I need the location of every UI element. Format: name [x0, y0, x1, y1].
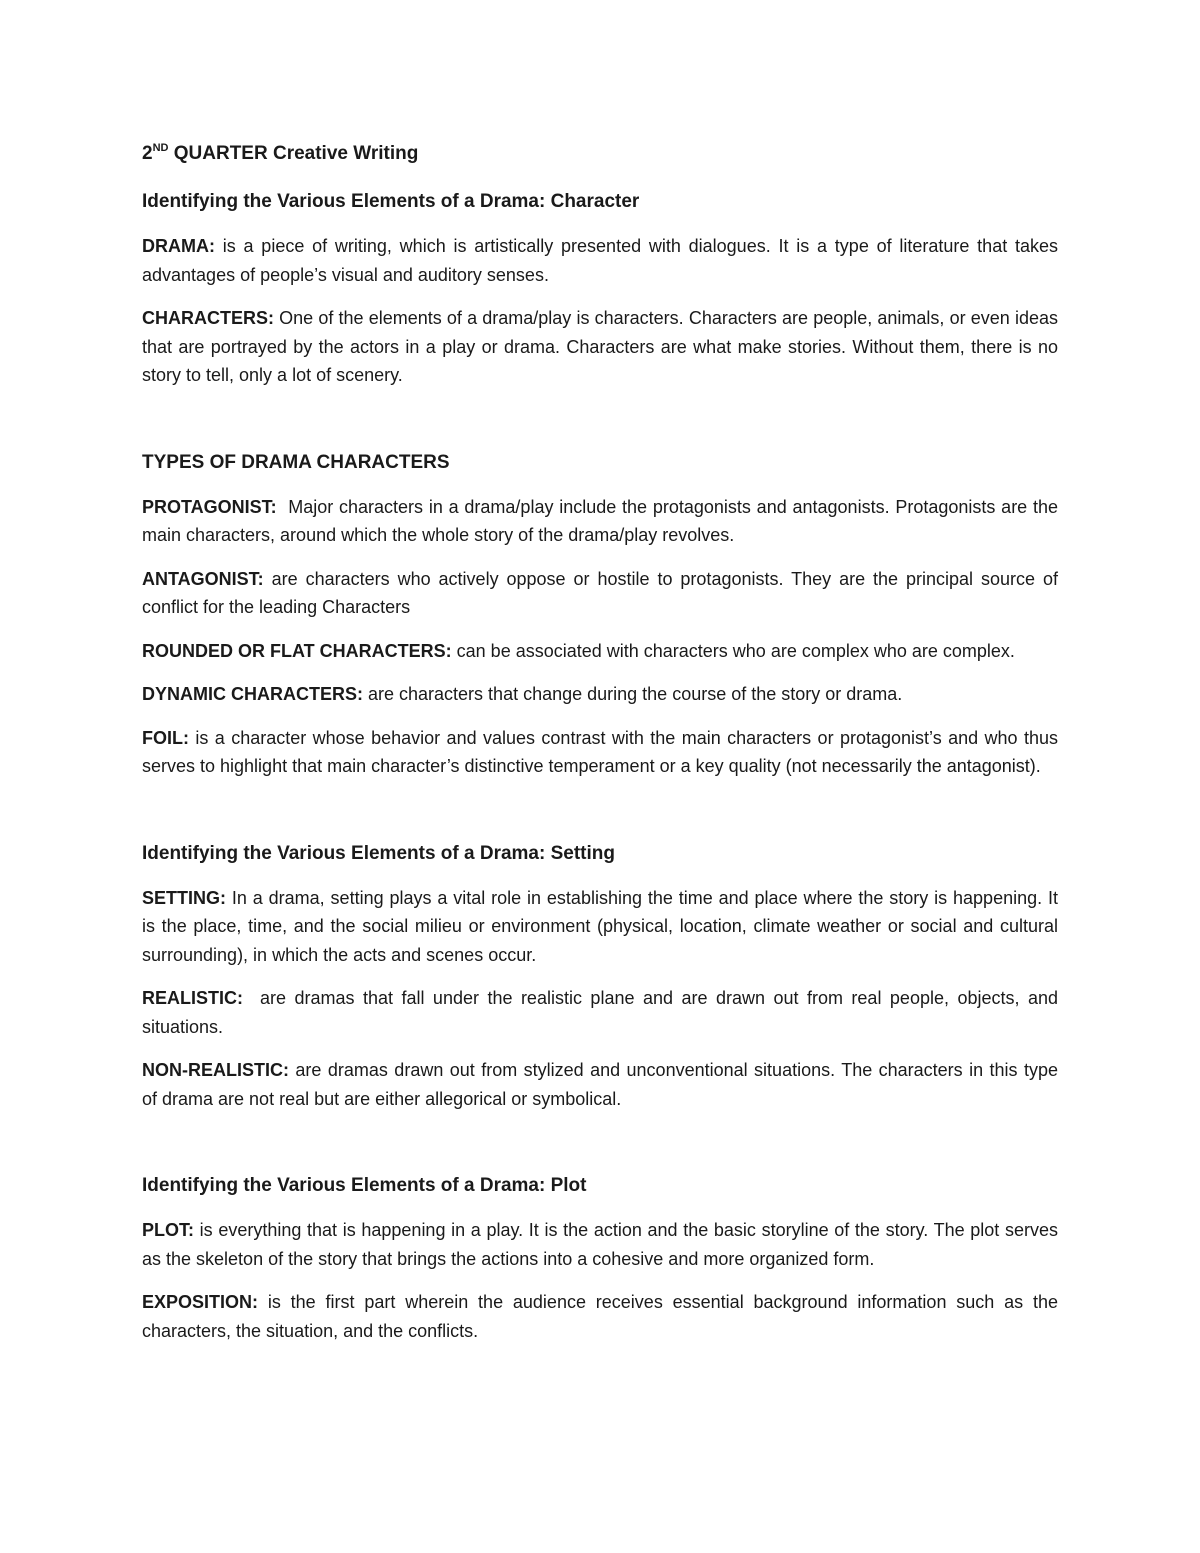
- term-protagonist: PROTAGONIST:: [142, 496, 277, 517]
- definition-foil: is a character whose behavior and values contrast with the main characters or protagonist’s and who thus serves to highlight that main character’s distinctive temperament or a key quality (not necessarily the antagonist).: [142, 727, 1058, 776]
- definition-non-realistic: are dramas drawn out from stylized and unconventional situations. The characters in this type of drama are not real but are either allegorical or symbolical.: [142, 1060, 1058, 1109]
- term-foil: FOIL:: [142, 727, 189, 748]
- paragraph-foil: [142, 724, 1058, 781]
- heading-plot: Identifying the Various Elements of a Drama: Plot: [142, 1175, 587, 1196]
- term-characters: CHARACTERS:: [142, 308, 274, 328]
- definition-realistic: are dramas that fall under the realistic plane and are drawn out from real people, objects, and situations.: [142, 988, 1064, 1037]
- term-setting: SETTING:: [142, 887, 226, 908]
- definition-plot: is everything that is happening in a play. It is the action and the basic storyline of the story. The plot serves as the skeleton of the story that brings the actions into a cohesive and more organized form.: [142, 1220, 1058, 1269]
- term-non-realistic: NON-REALISTIC:: [142, 1060, 289, 1080]
- definition-setting: In a drama, setting plays a vital role in establishing the time and place where the story is happening. It is the place, time, and the social milieu or environment (physical, location, climate weather or social and cultural surrounding), in which the acts and scenes occur.: [142, 887, 1058, 965]
- term-dynamic: DYNAMIC CHARACTERS:: [142, 684, 363, 704]
- term-antagonist: ANTAGONIST:: [142, 568, 264, 589]
- title-prefix: 2: [142, 143, 153, 164]
- definition-characters: One of the elements of a drama/play is characters. Characters are people, animals, or even ideas that are portrayed by the actors in a play or drama. Characters are what make stories. Without them, there is no story to tell, only a lot of scenery.: [142, 308, 1058, 385]
- title-superscript: ND: [152, 142, 169, 154]
- paragraph-protagonist: [142, 493, 1064, 550]
- paragraph-setting: [142, 884, 1058, 970]
- section-gap: [142, 405, 1058, 449]
- definition-protagonist: Major characters in a drama/play include the protagonists and antagonists. Protagonists are the main characters, around which the whole story of the drama/play revolves.: [142, 496, 1064, 545]
- definition-exposition: is the first part wherein the audience receives essential background information such as the characters, the situation, and the conflicts.: [142, 1292, 1058, 1341]
- paragraph-dynamic: [142, 680, 1058, 709]
- paragraph-non-realistic: [142, 1056, 1058, 1113]
- section-gap: [142, 796, 1058, 840]
- title-rest: QUARTER Creative Writing: [168, 143, 419, 164]
- paragraph-exposition: [142, 1288, 1058, 1345]
- definition-drama: is a piece of writing, which is artistically presented with dialogues. It is a type of literature that takes advantages of people’s visual and auditory senses.: [142, 236, 1058, 285]
- paragraph-antagonist: [142, 565, 1058, 622]
- term-drama: DRAMA:: [142, 236, 215, 256]
- paragraph-drama: [142, 232, 1058, 289]
- term-plot: PLOT:: [142, 1220, 194, 1240]
- paragraph-plot: [142, 1216, 1058, 1273]
- definition-rounded-flat: can be associated with characters who are complex who are complex.: [451, 640, 1015, 661]
- paragraph-characters: [142, 304, 1058, 390]
- term-exposition: EXPOSITION:: [142, 1292, 259, 1312]
- document-title: [142, 140, 1058, 168]
- document-page: [142, 140, 1064, 1360]
- paragraph-realistic: [142, 984, 1064, 1041]
- term-realistic: REALISTIC:: [142, 988, 243, 1008]
- definition-dynamic: are characters that change during the course of the story or drama.: [363, 684, 903, 704]
- paragraph-rounded-flat: [142, 637, 1058, 666]
- heading-types: TYPES OF DRAMA CHARACTERS: [142, 451, 450, 473]
- definition-antagonist: are characters who actively oppose or hostile to protagonists. They are the principal source of conflict for the leading Characters: [142, 568, 1058, 617]
- heading-setting: Identifying the Various Elements of a Drama: Setting: [142, 842, 615, 864]
- term-rounded-flat: ROUNDED OR FLAT CHARACTERS:: [142, 640, 452, 661]
- section-gap: [142, 1128, 1058, 1172]
- heading-character: Identifying the Various Elements of a Drama: Character: [142, 191, 640, 212]
